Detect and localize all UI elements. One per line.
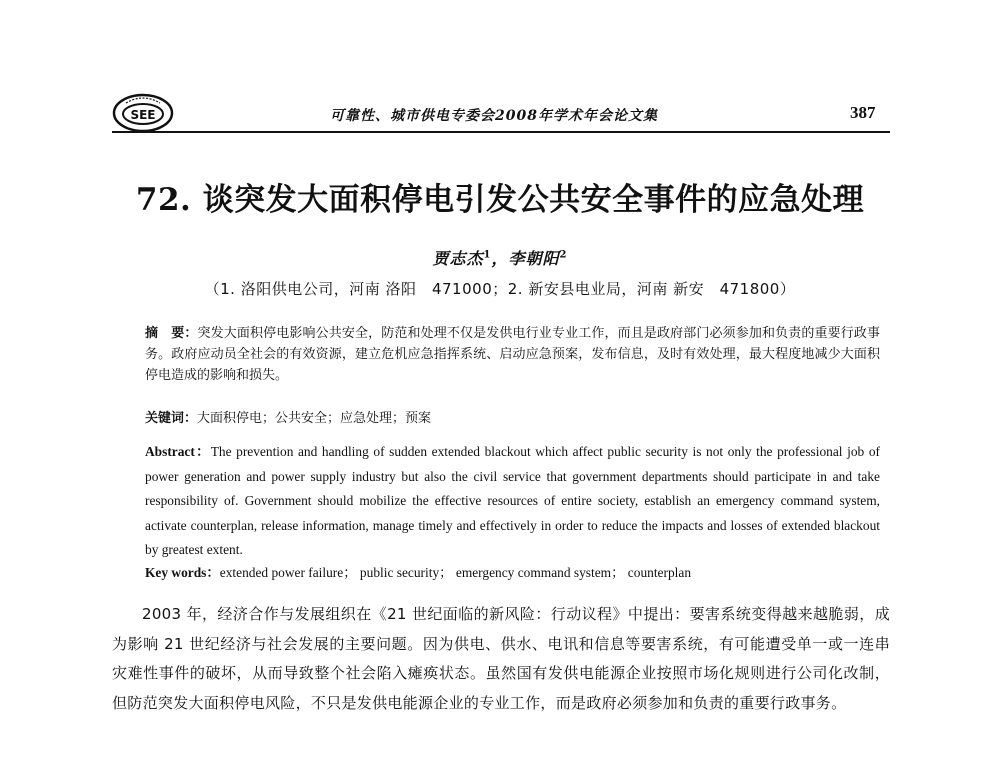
author-name: 贾志杰 <box>432 249 484 268</box>
logo-text: SEE <box>130 108 156 122</box>
en-abstract <box>145 440 880 563</box>
author-separator: ， <box>491 249 509 268</box>
article-title: 72. 谈突发大面积停电引发公共安全事件的应急处理 <box>135 182 865 218</box>
author-line <box>0 246 1000 269</box>
zh-keywords <box>145 408 880 429</box>
affiliations: （1. 洛阳供电公司，河南 洛阳 471000；2. 新安县电业局，河南 新安 471800） <box>204 280 796 298</box>
affiliation-mark: 1 <box>483 249 492 261</box>
zh-abstract-label: 摘 要： <box>145 326 198 341</box>
header-rule <box>112 131 890 133</box>
author-name: 李朝阳 <box>508 249 560 268</box>
body-paragraph: 2003 年，经济合作与发展组织在《21 世纪面临的新风险：行动议程》中提出：要害系统变得越来越脆弱，成为影响 21 世纪经济与社会发展的主要问题。因为供电、供水、电讯和信息等要害系统，有可能遭受单一或一连串灾难性事件的破坏，从而导致整个社会陷入瘫痪状态。虽然国有发供电能源企业按照市场化规则进行公司化改制，但防范突发大面积停电风险，不只是发供电能源企业的专业工作，而是政府必须参加和负责的重要行政事务。 <box>112 605 890 712</box>
en-keywords-text: extended power failure； public security； emergency command system； counterplan <box>219 565 692 580</box>
society-logo-icon <box>112 93 174 133</box>
en-abstract-label: Abstract： <box>145 444 211 459</box>
page-number: 387 <box>850 103 876 122</box>
en-abstract-text: The prevention and handling of sudden extended blackout which affect public security is not only the professional job of power generation and power supply industry but also the civil service that government departments should participate in and take responsibility of. Government should mobilize the effective resources of entire society, establish an emergency command system, activate counterplan, release information, manage timely and effectively in order to reduce the impacts and losses of extended blackout by greatest extent. <box>145 444 880 557</box>
zh-keywords-label: 关键词： <box>145 411 198 426</box>
en-keywords <box>145 562 880 584</box>
affiliation-mark: 2 <box>559 249 568 261</box>
en-keywords-label: Key words： <box>145 565 220 580</box>
zh-abstract-text: 突发大面积停电影响公共安全，防范和处理不仅是发供电行业专业工作，而且是政府部门必须参加和负责的重要行政事务。政府应动员全社会的有效资源，建立危机应急指挥系统、启动应急预案，发布信息，及时有效处理，最大程度地减少大面积停电造成的影响和损失。 <box>145 326 880 383</box>
zh-keywords-text: 大面积停电；公共安全；应急处理；预案 <box>197 411 432 426</box>
running-title: 可靠性、城市供电专委会2008年学术年会论文集 <box>330 108 658 124</box>
zh-abstract <box>145 323 880 386</box>
